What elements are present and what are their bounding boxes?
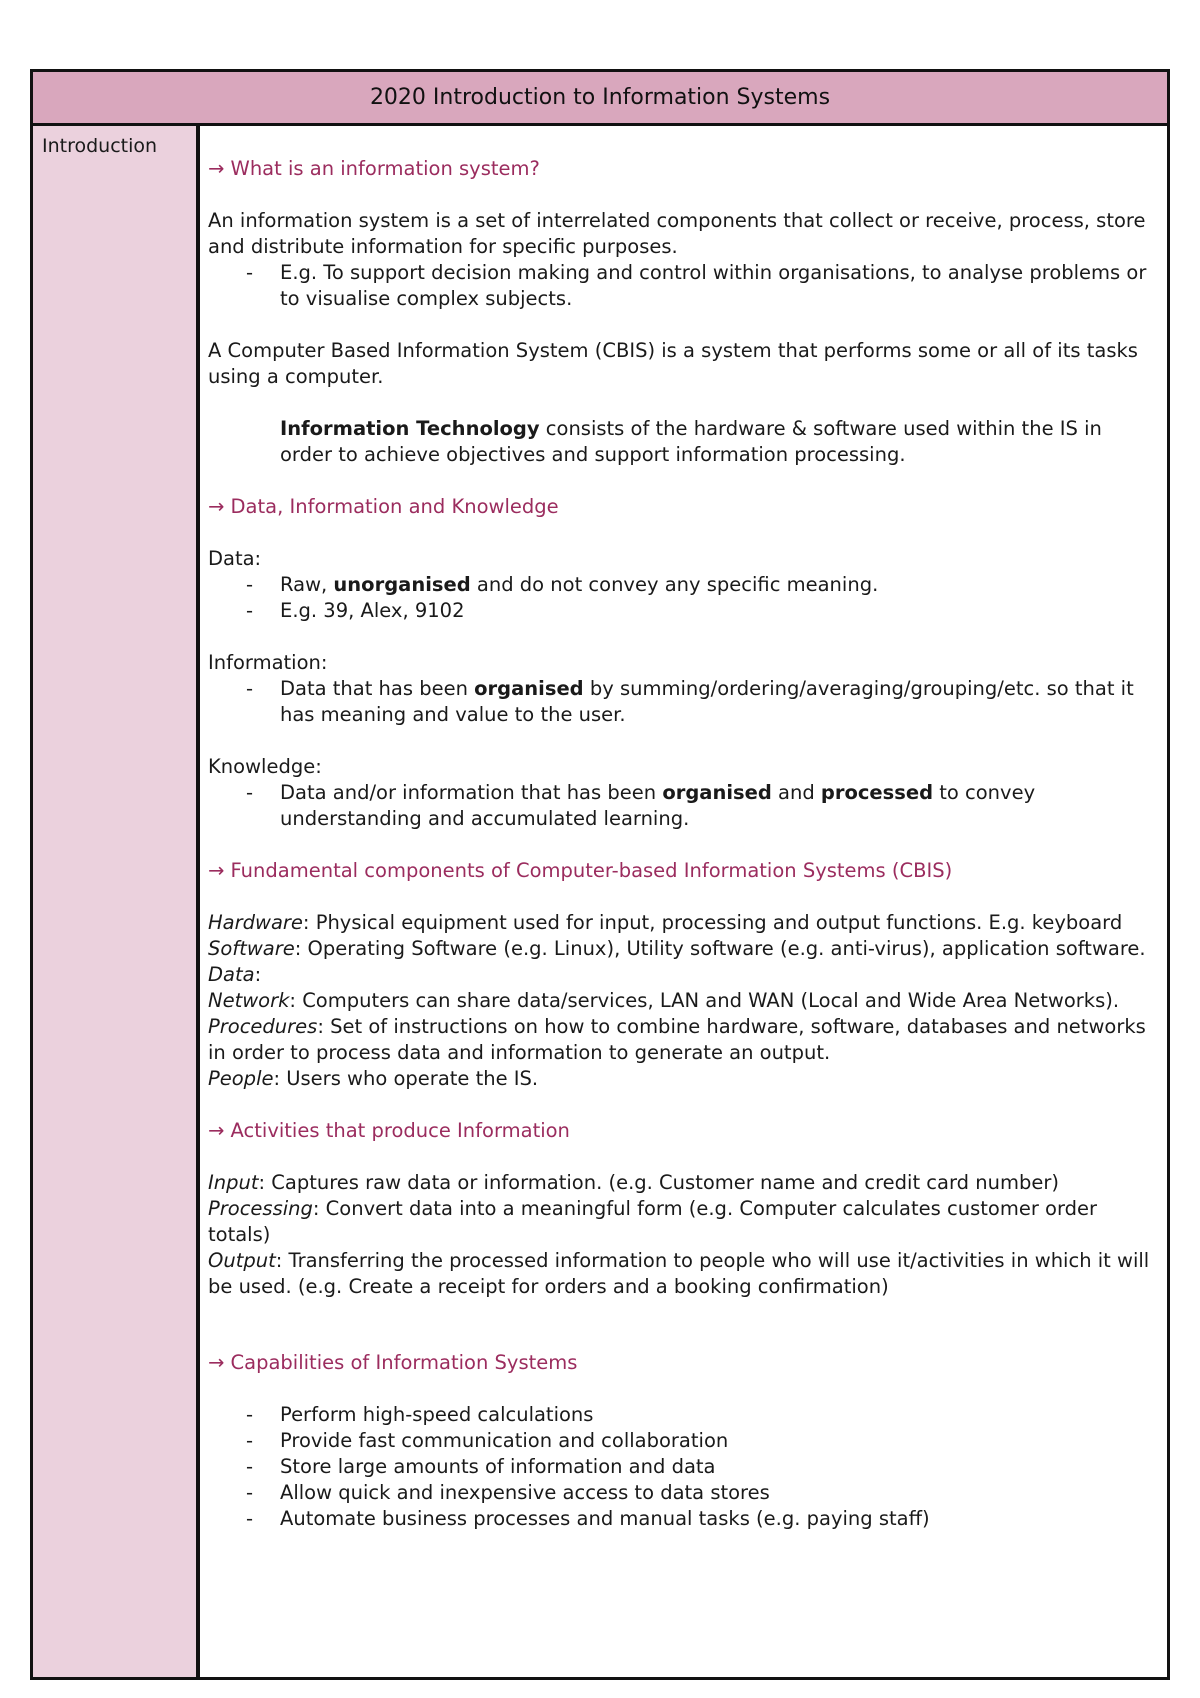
list-item-text xyxy=(280,572,1157,598)
text-run: by summing/ordering/averaging/grouping/etc. so that it has meaning and value to the user. xyxy=(280,677,1134,726)
italic-term: Input xyxy=(208,1171,259,1194)
it-definition xyxy=(208,416,1157,468)
text-run: Raw, xyxy=(280,573,334,596)
list-item-text xyxy=(280,676,1157,728)
content-row xyxy=(33,126,1167,1677)
bold-term: Information Technology xyxy=(280,417,540,440)
component-item xyxy=(208,910,1157,936)
activity-text: : Captures raw data or information. (e.g. Customer name and credit card number) xyxy=(258,1171,1059,1194)
activity-text: : Convert data into a meaningful form (e.g. Computer calculates customer order totals) xyxy=(208,1197,1098,1246)
bold-term: organised xyxy=(474,677,584,700)
list-item xyxy=(208,1402,1157,1428)
list-item-text: Automate business processes and manual tasks (e.g. paying staff) xyxy=(280,1507,930,1530)
dash-marker: - xyxy=(246,781,254,804)
main-content xyxy=(200,126,1167,1677)
list-item-text: Allow quick and inexpensive access to data stores xyxy=(280,1481,770,1504)
list-item xyxy=(208,676,1157,728)
text-run: Data that has been xyxy=(280,677,475,700)
dash-marker: - xyxy=(246,261,254,284)
label: Information: xyxy=(208,651,328,674)
list-item-text: E.g. To support decision making and control within organisations, to analyse problems or to visualise complex subjects. xyxy=(280,261,1147,310)
component-item xyxy=(208,1014,1157,1066)
component-text: : xyxy=(254,963,262,986)
italic-term: Data xyxy=(208,963,255,986)
component-item xyxy=(208,936,1157,962)
section-heading: → Capabilities of Information Systems xyxy=(208,1351,578,1374)
component-text: : Computers can share data/services, LAN and WAN (Local and Wide Area Networks). xyxy=(289,989,1120,1012)
dash-marker: - xyxy=(246,599,254,622)
section-heading: → Fundamental components of Computer-based Information Systems (CBIS) xyxy=(208,859,953,882)
bold-term: unorganised xyxy=(333,573,471,596)
component-text: : Set of instructions on how to combine hardware, software, databases and networks in order to process data and information to generate an output. xyxy=(208,1015,1146,1064)
notes-table xyxy=(30,69,1170,1680)
section-heading: → What is an information system? xyxy=(208,157,540,180)
activity-item xyxy=(208,1248,1157,1300)
italic-term: Network xyxy=(208,989,290,1012)
list-item xyxy=(208,1454,1157,1480)
list-item xyxy=(208,1428,1157,1454)
label: Knowledge: xyxy=(208,755,322,778)
definition-text: consists of the hardware & software used within the IS in order to achieve objectives and support information processing. xyxy=(280,417,1102,466)
component-text: : Users who operate the IS. xyxy=(273,1067,539,1090)
activity-item xyxy=(208,1170,1157,1196)
italic-term: Output xyxy=(208,1249,276,1272)
component-text: : Physical equipment used for input, processing and output functions. E.g. keyboard xyxy=(302,911,1123,934)
list-item-text: Provide fast communication and collaboration xyxy=(280,1429,729,1452)
component-item xyxy=(208,1066,1157,1092)
dash-marker: - xyxy=(246,1455,254,1478)
component-item xyxy=(208,988,1157,1014)
text-run: to convey understanding and accumulated learning. xyxy=(280,781,1036,830)
italic-term: Hardware xyxy=(208,911,303,934)
list-item xyxy=(208,780,1157,832)
list-item-text: E.g. 39, Alex, 9102 xyxy=(280,599,465,622)
component-item xyxy=(208,962,1157,988)
dash-marker: - xyxy=(246,1481,254,1504)
side-label: Introduction xyxy=(33,126,200,1677)
list-item xyxy=(208,572,1157,598)
dash-marker: - xyxy=(246,1403,254,1426)
dash-marker: - xyxy=(246,1429,254,1452)
italic-term: Procedures xyxy=(208,1015,318,1038)
section-heading: → Activities that produce Information xyxy=(208,1119,570,1142)
activity-item xyxy=(208,1196,1157,1248)
bold-term: organised xyxy=(662,781,772,804)
text-run: Data and/or information that has been xyxy=(280,781,663,804)
section-heading: → Data, Information and Knowledge xyxy=(208,495,559,518)
list-item-text xyxy=(280,780,1157,832)
list-item xyxy=(208,598,1157,624)
activity-text: : Transferring the processed information to people who will use it/activities in which it will be used. (e.g. Create a receipt for orders and a booking confirmation) xyxy=(208,1249,1150,1298)
list-item xyxy=(208,1506,1157,1532)
dash-marker: - xyxy=(246,677,254,700)
italic-term: People xyxy=(208,1067,274,1090)
italic-term: Processing xyxy=(208,1197,313,1220)
dash-marker: - xyxy=(246,1507,254,1530)
paragraph: A Computer Based Information System (CBIS) is a system that performs some or all of its tasks using a computer. xyxy=(208,339,1138,388)
paragraph: An information system is a set of interrelated components that collect or receive, process, store and distribute information for specific purposes. xyxy=(208,209,1146,258)
italic-term: Software xyxy=(208,937,295,960)
list-item-text: Store large amounts of information and data xyxy=(280,1455,716,1478)
list-item xyxy=(208,1480,1157,1506)
table-title: 2020 Introduction to Information Systems xyxy=(33,72,1167,126)
dash-marker: - xyxy=(246,573,254,596)
list-item xyxy=(208,260,1157,312)
component-text: : Operating Software (e.g. Linux), Utility software (e.g. anti-virus), application software. xyxy=(294,937,1146,960)
list-item-text: Perform high-speed calculations xyxy=(280,1403,594,1426)
text-run: and do not convey any specific meaning. xyxy=(470,573,879,596)
bold-term: processed xyxy=(820,781,934,804)
text-run: and xyxy=(771,781,821,804)
label: Data: xyxy=(208,547,262,570)
